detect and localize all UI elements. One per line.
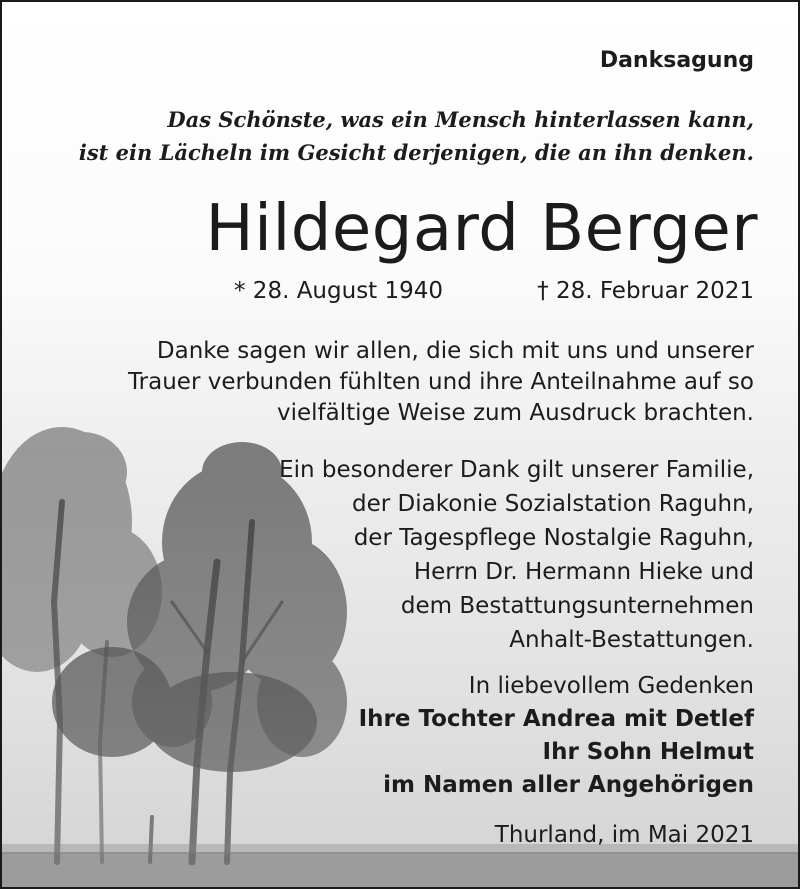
quote-line: Das Schönste, was ein Mensch hinterlassen kann, (167, 107, 754, 132)
closing-intro: In liebevollem Gedenken (468, 673, 754, 699)
memorial-quote (79, 103, 754, 169)
thanks-line: vielfältige Weise zum Ausdruck brachten. (277, 400, 754, 426)
signatory: Ihr Sohn Helmut (542, 739, 754, 765)
special-thanks-line: dem Bestattungsunternehmen (400, 593, 754, 619)
quote-line: ist ein Lächeln im Gesicht derjenigen, die an ihn denken. (78, 140, 754, 165)
thanks-line: Trauer verbunden fühlten und ihre Anteilnahme auf so (128, 369, 754, 395)
special-thanks-line: Herrn Dr. Hermann Hieke und (413, 559, 754, 585)
thanks-line: Danke sagen wir allen, die sich mit uns und unserer (156, 338, 754, 364)
special-thanks-line: Anhalt-Bestattungen. (509, 627, 754, 653)
special-thanks-paragraph (279, 453, 754, 657)
deceased-name: Hildegard Berger (205, 192, 758, 266)
closing-block (359, 670, 754, 802)
life-dates (234, 278, 754, 308)
birth-date: * 28. August 1940 (234, 278, 444, 304)
thanks-paragraph (128, 336, 754, 429)
notice-heading: Danksagung (599, 48, 754, 73)
special-thanks-line: der Tagespflege Nostalgie Raguhn, (353, 525, 754, 551)
place-and-date: Thurland, im Mai 2021 (494, 822, 754, 848)
special-thanks-line: der Diakonie Sozialstation Raguhn, (351, 491, 754, 517)
signatory: im Namen aller Angehörigen (383, 772, 754, 798)
death-date: † 28. Februar 2021 (537, 278, 754, 304)
special-thanks-line: Ein besonderer Dank gilt unserer Familie, (279, 457, 754, 483)
signatory: Ihre Tochter Andrea mit Detlef (358, 706, 754, 732)
